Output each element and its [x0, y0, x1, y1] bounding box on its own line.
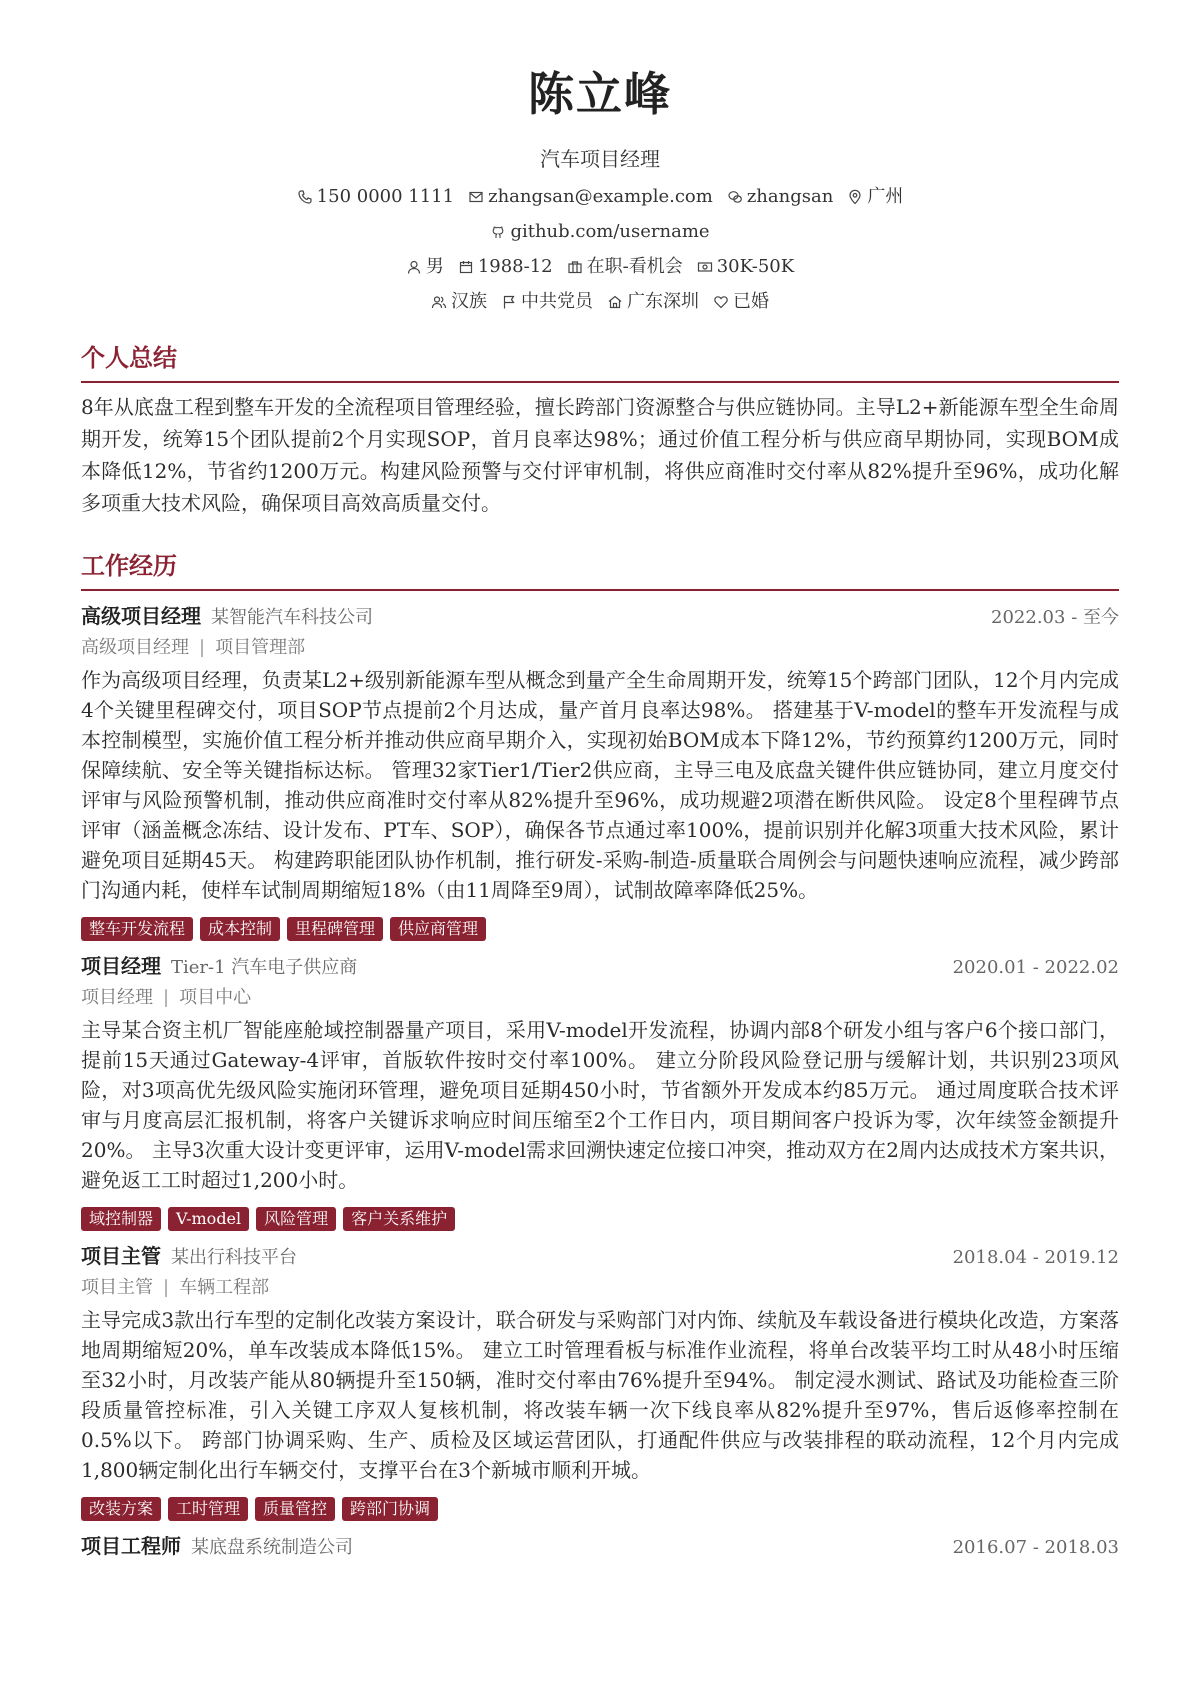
flag-icon — [501, 294, 517, 310]
job-status-text: 在职-看机会 — [586, 256, 683, 277]
wechat-icon — [727, 189, 743, 205]
summary-title: 个人总结 — [81, 343, 177, 372]
summary-text: 8年从底盘工程到整车开发的全流程项目管理经验，擅长跨部门资源整合与供应链协同。主导L2+新能源车型全生命周期开发，统筹15个团队提前2个月实现SOP，首月良率达98%；通过价值工程分析与供应商早期协同，实现BOM成本降低12%，节省约1200万元。构建风险预警与交付评审机制，将供应商准时交付率从82%提升至96%，成功化解多项重大技术风险，确保项目高效高质量交付。 — [81, 395, 1119, 515]
job-sub-separator: | — [163, 1277, 170, 1298]
job-subtitle — [81, 1273, 1119, 1303]
hometown-text: 广东深圳 — [627, 291, 699, 312]
job-subtitle — [81, 633, 1119, 663]
email-info[interactable] — [468, 184, 713, 210]
job-dept: 车辆工程部 — [179, 1277, 270, 1298]
job-company: Tier-1 汽车电子供应商 — [171, 957, 358, 978]
job-dept: 项目管理部 — [215, 637, 306, 658]
email-text: zhangsan@example.com — [488, 186, 713, 207]
personal-row — [81, 254, 1119, 280]
work-section — [81, 549, 1119, 1563]
birth-info — [458, 254, 553, 280]
job-title: 项目经理 — [81, 954, 161, 978]
job-header — [81, 601, 1119, 633]
wechat-text: zhangsan — [746, 186, 834, 207]
skill-tag: 里程碑管理 — [287, 917, 383, 941]
candidate-name: 陈立峰 — [528, 67, 672, 121]
political-text: 中共党员 — [521, 291, 593, 312]
skill-tag: V-model — [168, 1207, 249, 1231]
skill-tag: 改装方案 — [81, 1497, 161, 1521]
phone-icon — [297, 189, 313, 205]
salary-info — [697, 254, 794, 280]
work-divider — [81, 589, 1119, 591]
home-icon — [607, 294, 623, 310]
job-header — [81, 951, 1119, 983]
job-date: 2018.04 - 2019.12 — [952, 1247, 1119, 1268]
phone-info[interactable] — [297, 184, 454, 210]
skill-tag: 客户关系维护 — [343, 1207, 455, 1231]
github-row — [81, 219, 1119, 245]
job-description: 主导某合资主机厂智能座舱域控制器量产项目，采用V-model开发流程，协调内部8个研发小组与客户6个接口部门，提前15天通过Gateway-4评审，首版软件按时交付率100%。 建立分阶段风险登记册与缓解计划，共识别23项风险，对3项高优先级风险实施闭环管理，避免项目延期450小时，节省额外开发成本约85万元。 通过周度联合技术评审与月度高层汇报机制，将客户关键诉求响应时间压缩至2个工作日内，项目期间客户投诉为零，次年续签金额提升20%。 主导3次重大设计变更评审，运用V-model需求回溯快速定位接口冲突，推动双方在2周内达成技术方案共识，避免返工工时超过1,200小时。 — [81, 1018, 1119, 1192]
job-date: 2016.07 - 2018.03 — [952, 1537, 1119, 1558]
skill-tag: 风险管理 — [256, 1207, 336, 1231]
job-header — [81, 1241, 1119, 1273]
contact-row — [81, 184, 1119, 210]
summary-section — [81, 341, 1119, 519]
job-description: 主导完成3款出行车型的定制化改装方案设计，联合研发与采购部门对内饰、续航及车载设备进行模块化改造，方案落地周期缩短20%，单车改装成本降低15%。 建立工时管理看板与标准作业流程，将单台改装平均工时从48小时压缩至32小时，月改装产能从80辆提升至150辆，准时交付率由76%提升至94%。 制定浸水测试、路试及功能检查三阶段质量管控标准，引入关键工序双人复核机制，将改装车辆一次下线良率从82%提升至97%，售后返修率控制在0.5%以下。 跨部门协调采购、生产、质检及区域运营团队，打通配件供应与改装排程的联动流程，12个月内完成1,800辆定制化出行车辆交付，支撑平台在3个新城市顺利开城。 — [81, 1308, 1119, 1482]
location-icon — [847, 189, 863, 205]
salary-text: 30K-50K — [716, 256, 795, 277]
job-header — [81, 1531, 1119, 1563]
details-row — [81, 289, 1119, 315]
job-date: 2022.03 - 至今 — [991, 607, 1119, 628]
summary-divider — [81, 381, 1119, 383]
job-sub-separator: | — [163, 987, 170, 1008]
job-tags — [81, 917, 1119, 941]
skill-tag: 整车开发流程 — [81, 917, 193, 941]
job-company: 某智能汽车科技公司 — [211, 607, 373, 628]
job-entry — [81, 1241, 1119, 1521]
job-tags — [81, 1207, 1119, 1231]
github-icon — [490, 224, 506, 240]
github-info[interactable] — [490, 219, 709, 245]
job-status-info — [567, 254, 683, 280]
job-entry — [81, 1531, 1119, 1563]
job-title: 高级项目经理 — [81, 604, 201, 628]
ethnicity-text: 汉族 — [451, 291, 487, 312]
hometown-info — [607, 289, 699, 315]
location-info — [847, 184, 903, 210]
skill-tag: 质量管控 — [255, 1497, 335, 1521]
job-title: 项目主管 — [81, 1244, 161, 1268]
job-company: 某出行科技平台 — [171, 1247, 297, 1268]
job-entry — [81, 601, 1119, 941]
skill-tag: 跨部门协调 — [342, 1497, 438, 1521]
briefcase-icon — [567, 259, 583, 275]
job-dept: 项目中心 — [179, 987, 252, 1008]
candidate-title: 汽车项目经理 — [540, 147, 660, 171]
heart-icon — [713, 294, 729, 310]
job-tags — [81, 1497, 1119, 1521]
job-role: 项目经理 — [81, 987, 153, 1008]
job-company: 某底盘系统制造公司 — [191, 1537, 353, 1558]
gender-info — [406, 254, 444, 280]
gender-text: 男 — [425, 256, 444, 277]
job-entry — [81, 951, 1119, 1231]
marital-info — [713, 289, 769, 315]
skill-tag: 域控制器 — [81, 1207, 161, 1231]
money-icon — [697, 259, 713, 275]
job-role: 高级项目经理 — [81, 637, 189, 658]
mail-icon — [468, 189, 484, 205]
phone-text: 150 0000 1111 — [316, 186, 455, 207]
user-icon — [406, 259, 422, 275]
skill-tag: 成本控制 — [200, 917, 280, 941]
github-text: github.com/username — [510, 221, 710, 242]
wechat-info[interactable] — [727, 184, 833, 210]
ethnicity-info — [431, 289, 487, 315]
job-date: 2020.01 - 2022.02 — [952, 957, 1119, 978]
job-description: 作为高级项目经理，负责某L2+级别新能源车型从概念到量产全生命周期开发，统筹15个跨部门团队，12个月内完成4个关键里程碑交付，项目SOP节点提前2个月达成，量产首月良率达98%。 搭建基于V-model的整车开发流程与成本控制模型，实施价值工程分析并推动供应商早期介入，实现初始BOM成本下降12%，节约预算约1200万元，同时保障续航、安全等关键指标达标。 管理32家Tier1/Tier2供应商，主导三电及底盘关键件供应链协同，建立月度交付评审与风险预警机制，推动供应商准时交付率从82%提升至96%，成功规避2项潜在断供风险。 设定8个里程碑节点评审（涵盖概念冻结、设计发布、PT车、SOP），确保各节点通过率100%，提前识别并化解3项重大技术风险，累计避免项目延期45天。 构建跨职能团队协作机制，推行研发-采购-制造-质量联合周例会与问题快速响应流程，减少跨部门沟通内耗，使样车试制周期缩短18%（由11周降至9周），试制故障率降低25%。 — [81, 668, 1119, 902]
job-title: 项目工程师 — [81, 1534, 181, 1558]
political-info — [501, 289, 593, 315]
skill-tag: 供应商管理 — [390, 917, 486, 941]
people-icon — [431, 294, 447, 310]
birth-text: 1988-12 — [477, 256, 553, 277]
work-title: 工作经历 — [81, 551, 177, 580]
marital-text: 已婚 — [733, 291, 769, 312]
job-sub-separator: | — [199, 637, 206, 658]
calendar-icon — [458, 259, 474, 275]
resume-header — [81, 0, 1119, 315]
skill-tag: 工时管理 — [168, 1497, 248, 1521]
location-text: 广州 — [867, 186, 904, 207]
job-role: 项目主管 — [81, 1277, 153, 1298]
job-subtitle — [81, 983, 1119, 1013]
